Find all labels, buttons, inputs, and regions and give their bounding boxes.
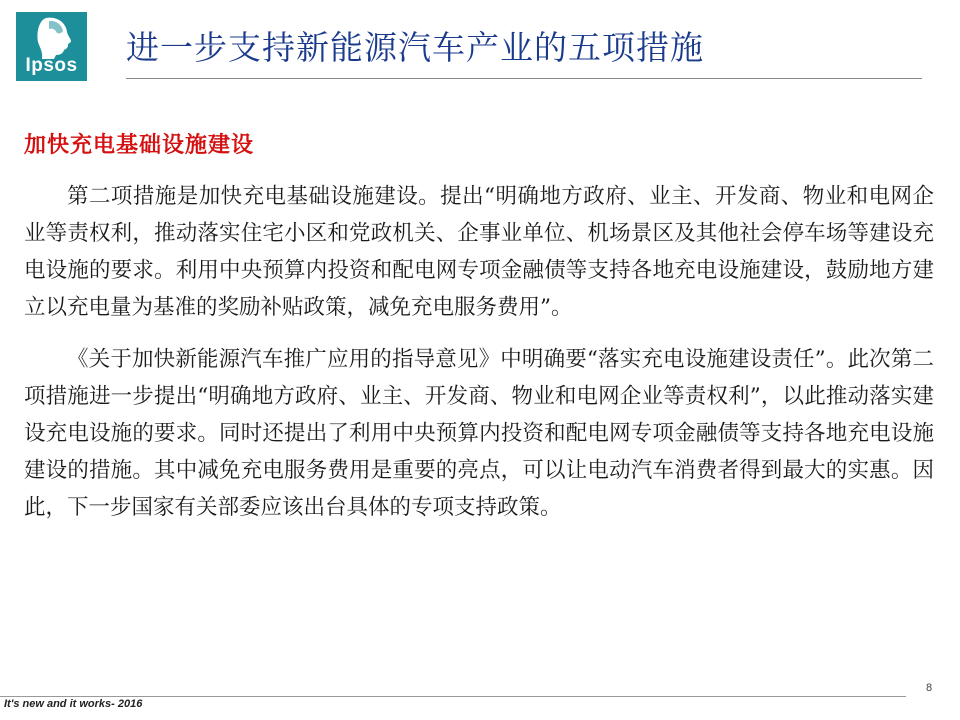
section-heading: 加快充电基础设施建设 [24,132,255,158]
ipsos-logo [16,12,87,81]
paragraph-2: 《关于加快新能源汽车推广应用的指导意见》中明确要“落实充电设施建设责任”。此次第二项措施进一步提出“明确地方政府、业主、开发商、物业和电网企业等责权利”，以此推动落实建设充电设施的要求。同时还提出了利用中央预算内投资和配电网专项金融债等支持各地充电设施建设的措施。其中减免充电服务费用是重要的亮点，可以让电动汽车消费者得到最大的实惠。因此，下一步国家有关部委应该出台具体的专项支持政策。 [24,347,934,520]
body-content [24,178,934,526]
footer-tagline: It's new and it works- 2016 [4,698,143,710]
footer-divider [0,696,906,697]
title-divider [126,78,922,79]
paragraph-1: 第二项措施是加快充电基础设施建设。提出“明确地方政府、业主、开发商、物业和电网企业等责权利，推动落实住宅小区和党政机关、企事业单位、机场景区及其他社会停车场等建设充电设施的要求。利用中央预算内投资和配电网专项金融债等支持各地充电设施建设，鼓励地方建立以充电量为基准的奖励补贴政策，减免充电服务费用”。 [24,184,934,320]
logo-text: Ipsos [25,55,78,76]
slide-title: 进一步支持新能源汽车产业的五项措施 [126,28,704,67]
page-number: 8 [926,682,933,694]
